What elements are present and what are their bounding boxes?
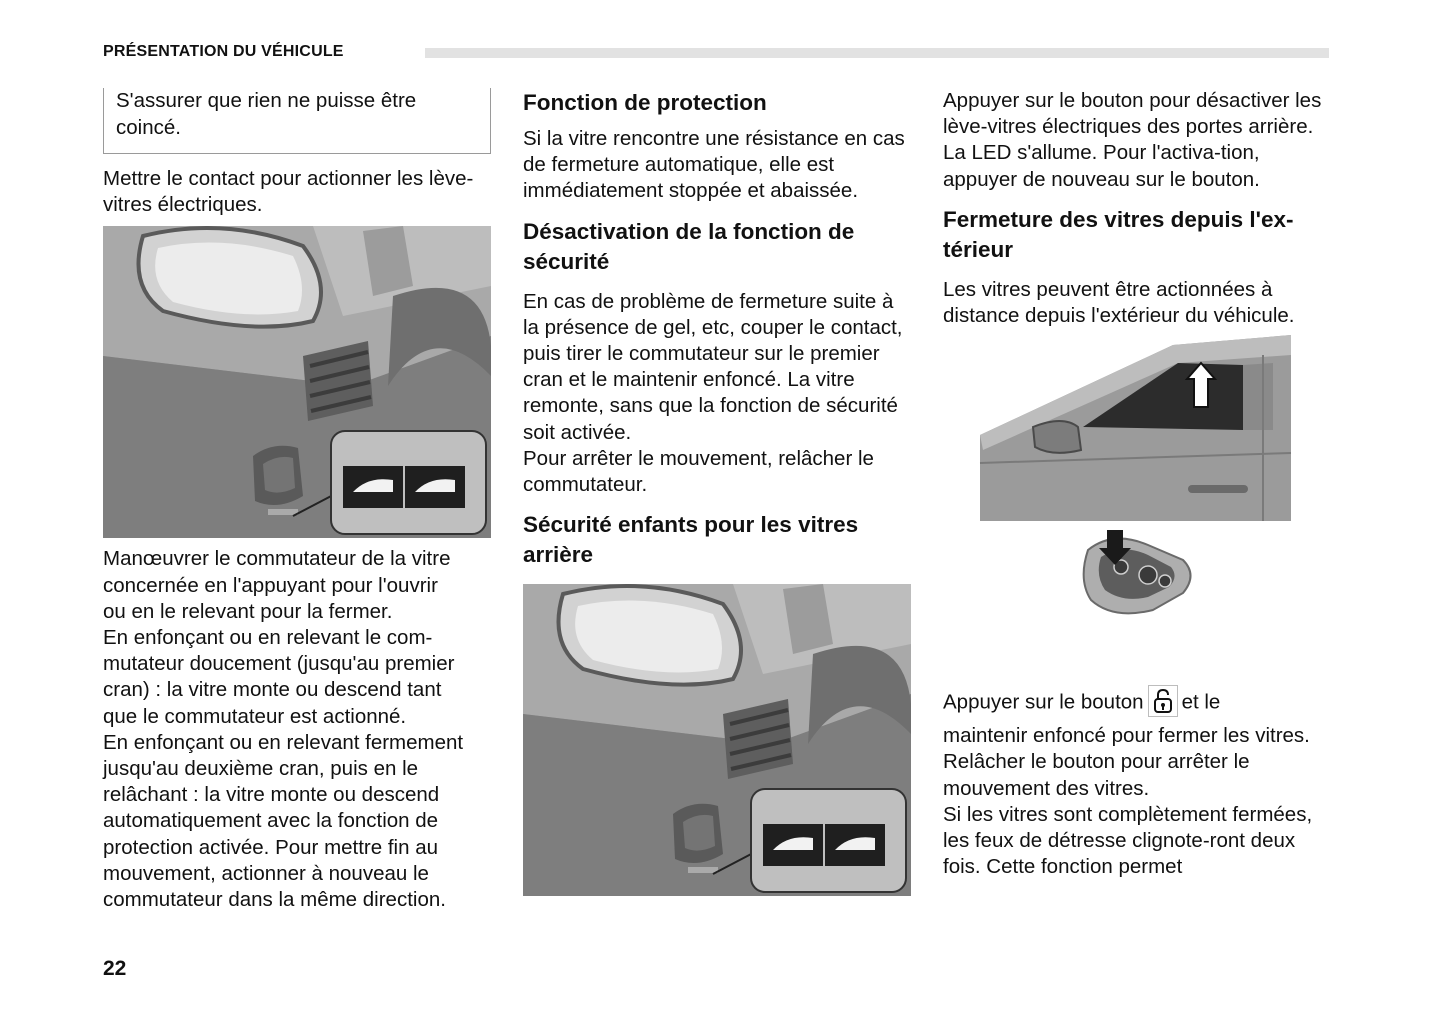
header-rule (425, 48, 1329, 58)
heading-protection: Fonction de protection (523, 90, 767, 115)
warning-text: S'assurer que rien ne puisse être coincé. (116, 89, 417, 139)
hold-text: maintenir enfoncé pour fermer les vitres. (943, 724, 1310, 748)
deactivation-text: En cas de problème de fermeture suite à la présence de gel, etc, couper le contact, puis tirer le commutateur sur le premier cran et le maintenir enfoncé. La vitre remonte, sans que la fonction de sécurité soit activée. (523, 289, 903, 444)
press-button-text: Appuyer sur le bouton et le (943, 687, 1333, 719)
door-switch-figure (103, 226, 491, 538)
column-middle (523, 88, 911, 896)
page-number: 22 (103, 957, 127, 980)
heading-child-safety: Sécurité enfants pour les vitres arrière (523, 512, 859, 568)
remote-closing-figure (943, 335, 1333, 675)
child-lock-switch-figure (523, 584, 911, 896)
switch-operation-text: Manœuvrer le commutateur de la vitre concernée en l'appuyant pour l'ouvrir ou en le relevant pour la fermer. En enfonçant ou en relevant le com- mutateur doucement (jusqu'au premier cran) : la vitre monte ou descend tant que le commutateur est actionné. En enfonçant ou en relevant fermement jusqu'au deuxième cran, puis en le relâchant : la vitre monte ou descend automatiquement avec la fonction de protection activée. Pour mettre fin au mouvement, actionner à nouveau le commutateur dans la même direction. (103, 547, 464, 912)
car-door-illustration (980, 335, 1291, 521)
exterior-text: Les vitres peuvent être actionnées à distance depuis l'extérieur du véhicule. (943, 277, 1295, 328)
heading-deactivation: Désactivation de la fonction de sécurité (523, 218, 855, 274)
protection-text: Si la vitre rencontre une résistance en cas de fermeture automatique, elle est immédiatement stoppée et abaissée. (523, 127, 905, 203)
child-lock-text: Appuyer sur le bouton pour désactiver les lève-vitres électriques des portes arrière. La LED s'allume. Pour l'activa-tion, appuyer de nouveau sur le bouton. (943, 89, 1322, 191)
column-left (103, 88, 491, 913)
intro-text: Mettre le contact pour actionner les lève-vitres électriques. (103, 167, 474, 217)
heading-exterior-closing: Fermeture des vitres depuis l'ex-térieur (943, 206, 1294, 262)
closed-windows-text: Si les vitres sont complètement fermées, les feux de détresse clignote-ront deux fois. Cette fonction permet (943, 802, 1313, 879)
column-right (943, 88, 1333, 880)
deactivation-stop-text: Pour arrêter le mouvement, relâcher le commutateur. (523, 446, 874, 497)
switch-zoom-inset (331, 431, 486, 534)
release-text: Relâcher le bouton pour arrêter le mouvement des vitres. (943, 750, 1250, 800)
warning-box (103, 88, 491, 154)
switch-zoom-inset (751, 789, 906, 892)
section-title: PRÉSENTATION DU VÉHICULE (103, 43, 344, 60)
remote-key-fob (1084, 539, 1191, 614)
lock-icon (1148, 685, 1178, 717)
